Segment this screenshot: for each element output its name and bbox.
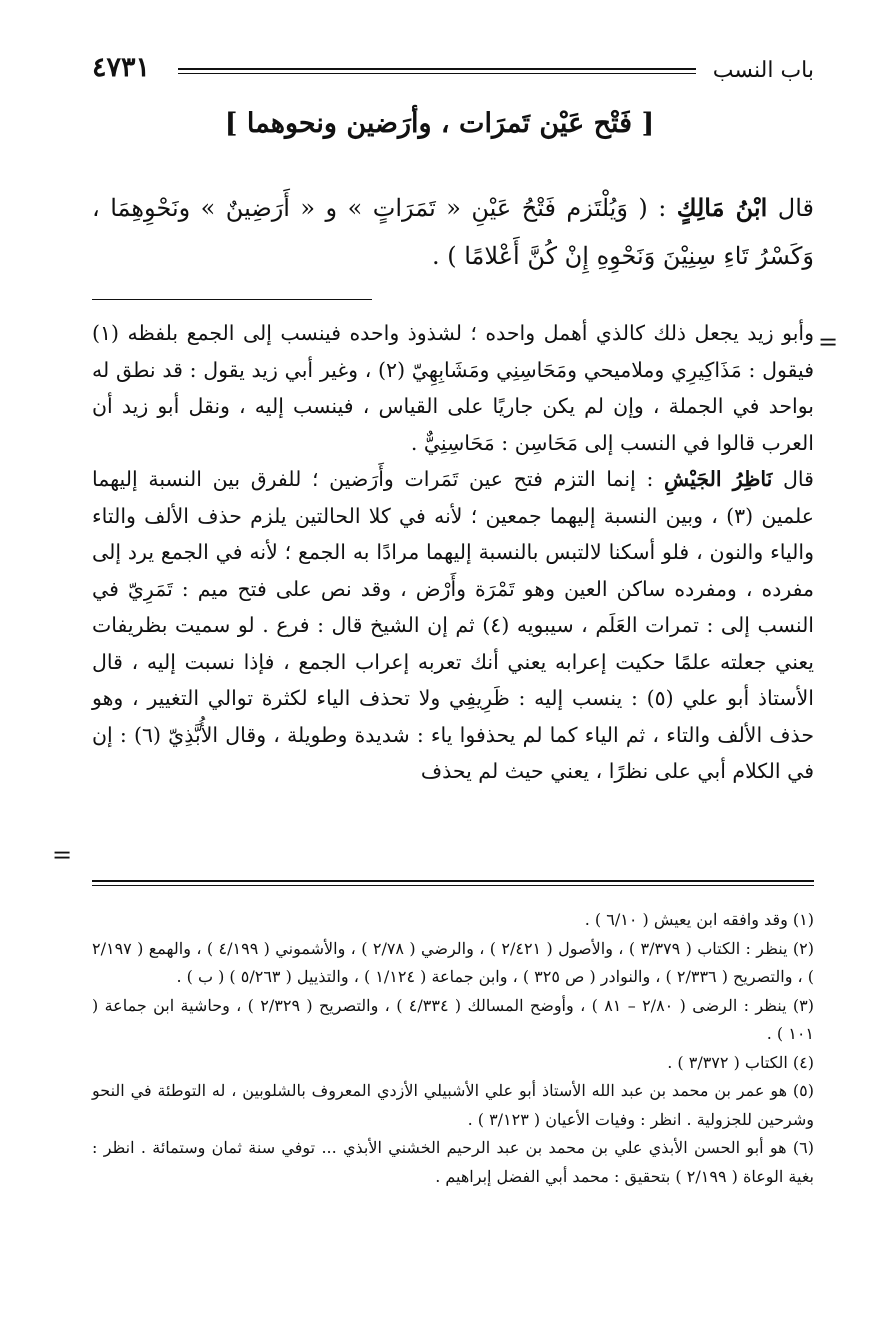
footnote: (١) وقد وافقه ابن يعيش ( ٦/١٠ ) . [584, 910, 814, 929]
footnote: (٥) هو عمر بن محمد بن عبد الله الأستاذ أبو علي الأشبيلي الأزدي المعروف بالشلوبين ، له التوطئة في النحو وشرحين للجزولية . انظر : وفيات الأعيان ( ٣/١٢٣ ) . [92, 1081, 814, 1129]
footnote: (٣) ينظر : الرضى ( ٢/٨٠ – ٨١ ) ، وأوضح المسالك ( ٤/٣٣٤ ) ، والتصريح ( ٢/٣٢٩ ) ، وحاشية ابن جماعة ( ١٠١ ) . [92, 995, 815, 1043]
running-header [92, 52, 814, 92]
alfiyya-verse [92, 184, 814, 280]
footnote: (٤) الكتاب ( ٣/٣٧٢ ) . [667, 1052, 814, 1072]
verse-separator-rule [92, 299, 372, 300]
paragraph-text: : إنما التزم فتح عين تَمَرات وأَرَضين ؛ للفرق بين النسبة إليهما علمين (٣) ، وبين النسبة إليهما جمعين ؛ لأنه في كلا الحالتين يلزم حذف الألف والتاء والياء والنون ، فلو أسكنا لالتبس بالنسبة إليهما مرادًا به الجمع ؛ لأنه في الجمع يرد إلى مفرده ، ومفرده ساكن العين وهو تَمْرَة وأَرْض ، وقد نص على فتح ميم : تَمَرِيّ في النسب إلى : تمرات العَلَم ، سيبويه (٤) ثم إن الشيخ قال : فرع . لو سميت بظريفات يعني جعلته علمًا حكيت إعرابه يعني أنك تعربه إعراب الجمع ، فإذا نسبت إليه ، قال الأستاذ أبو علي (٥) : ينسب إليه : ظَرِيفِي ولا تحذف الياء لكثرة توالي التغيير ، وهو حذف الألف والتاء ، ثم الياء كما لم يحذفوا ياء : شديدة وطويلة ، وقال الأُبَّذِيّ (٦) : إن في الكلام أبي على نظرًا ، يعني حيث لم يحذف [92, 467, 815, 783]
header-rule [178, 68, 696, 74]
footnote: (٦) هو أبو الحسن الأبذي علي بن محمد بن عبد الرحيم الخشني الأبذي ... توفي سنة ثمان وستمائة . انظر : بغية الوعاة ( ٢/١٩٩ ) بتحقيق : محمد أبي الفضل إبراهيم . [92, 1138, 814, 1186]
paragraph-intro: قال [783, 467, 814, 491]
commentary-paragraph [92, 461, 814, 790]
section-title: [ فَتْح عَيْن تَمرَات ، وأرَضين ونحوهما ] [224, 108, 655, 139]
page-number: ٤٧٣١ [92, 52, 151, 83]
continuation-mark-top: = [818, 328, 839, 356]
chapter-title: باب النسب [712, 58, 814, 83]
commentary-body [92, 315, 814, 790]
commentator-name: نَاظِرُ الجَيْشِ [664, 467, 773, 491]
continuation-mark-bottom: = [52, 841, 73, 869]
verse-author: ابْنُ مَالِكٍ [676, 193, 768, 222]
verse-intro: قال [777, 194, 814, 222]
footnotes [92, 906, 814, 1191]
commentary-paragraph: وأبو زيد يجعل ذلك كالذي أهمل واحده ؛ لشذوذ واحده فينسب إلى الجمع بلفظه (١) فيقول : مَذَاكِيرِي وملاميحي ومَحَاسِنِي ومَشَابِهِيّ (٢) ، وغير أبي زيد يقول : قد نطق له بواحد في الجملة ، وإن لم يكن جاريًا على القياس ، فينسب إليه ، ونقل أبو زيد أن العرب قالوا في النسب إلى مَحَاسِن : مَحَاسِنِيٌّ . [92, 321, 814, 455]
footnote: (٢) ينظر : الكتاب ( ٣/٣٧٩ ) ، والأصول ( ٢/٤٢١ ) ، والرضي ( ٢/٧٨ ) ، والأشموني ( ٤/١٩٩ ) ، والهمع ( ٢/١٩٧ ) ، والتصريح ( ٢/٣٣٦ ) ، والنوادر ( ص ٣٢٥ ) ، وابن جماعة ( ١/١٢٤ ) ، والتذييل ( ٥/٢٦٣ ) ( ب ) . [92, 938, 815, 986]
verse-text: : ( وَيُلْتَزم فَتْحُ عَيْنِ « تَمَرَاتٍ » و « أَرَضِينٌ » ونَحْوِهِمَا ، وَكَسْرُ تَاءِ سِنِيْنَ وَنَحْوِهِ إِنْ كُنَّ أَعْلامًا ) . [92, 194, 814, 270]
footnote-rule [92, 880, 814, 886]
